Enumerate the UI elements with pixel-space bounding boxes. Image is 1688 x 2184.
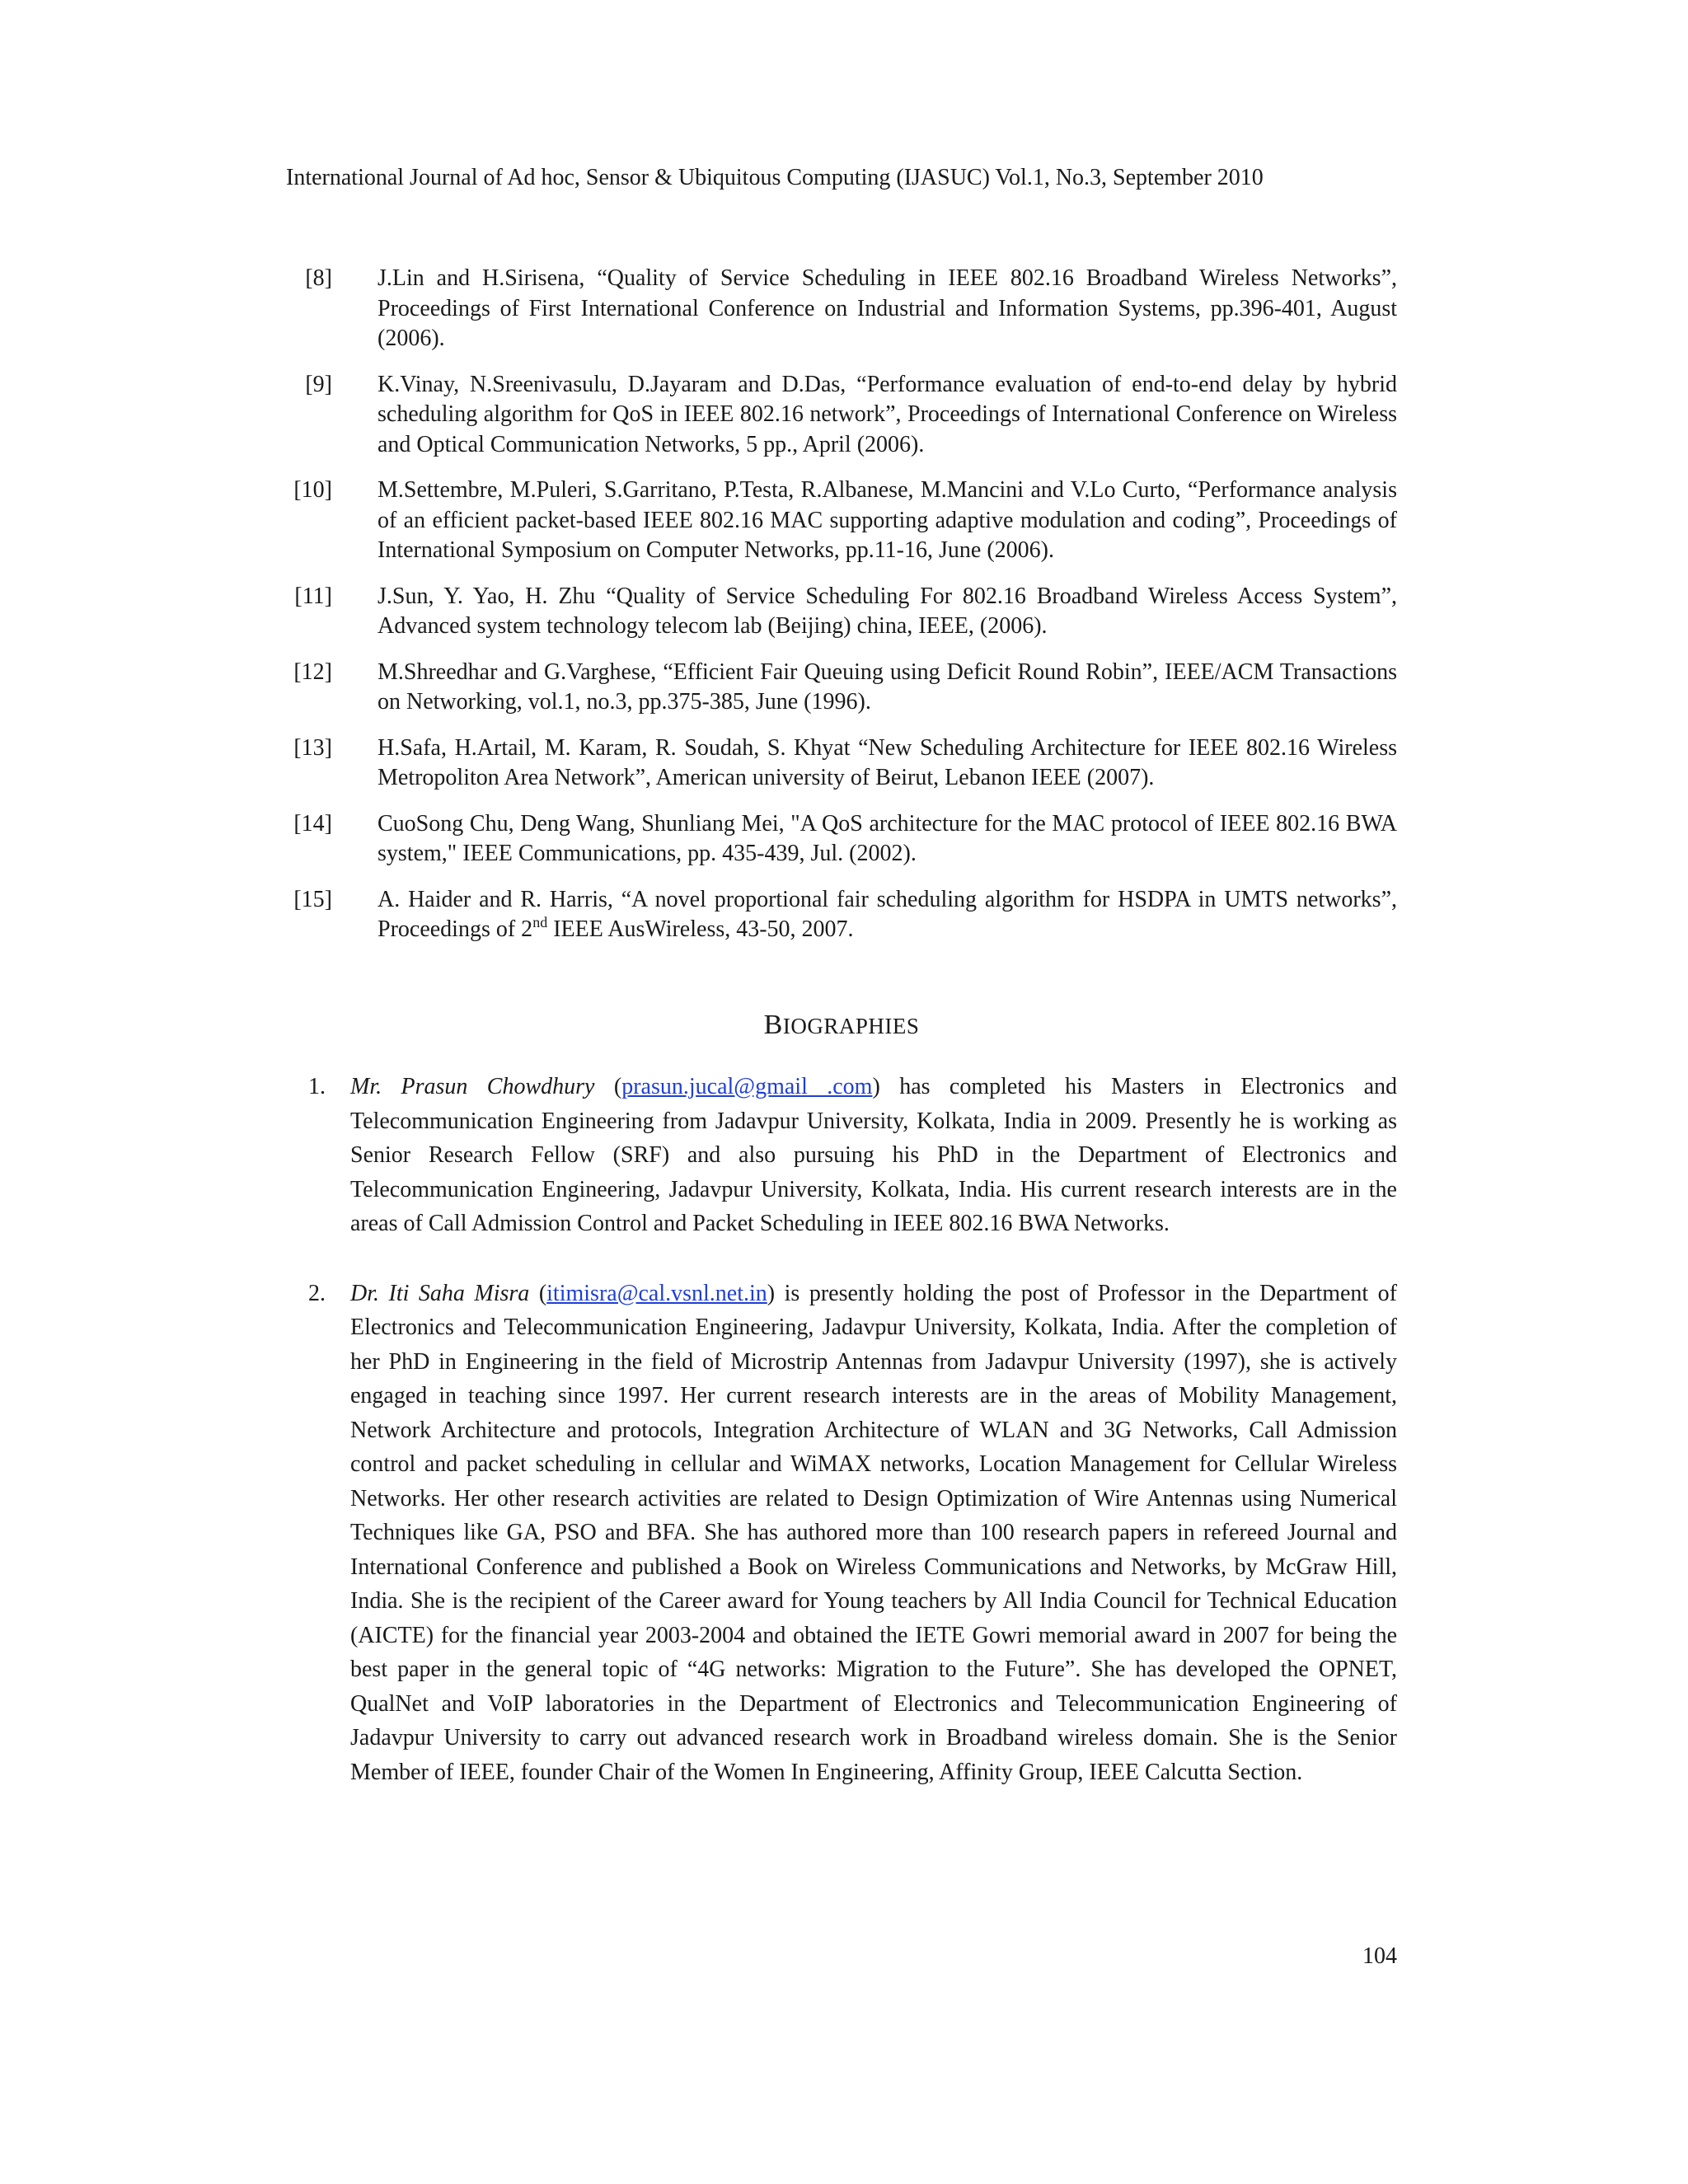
biography-body: is presently holding the post of Professor in the Department of Electronics and Telecommunication Engineering, Jadavpur University, Kolkata, India. After the completion of her PhD in Engineering in the field of Microstrip Antennas from Jadavpur University (1997), she is actively engaged in teaching since 1997. Her current research interests are in the areas of Mobility Management, Network Architecture and protocols, Integration Architecture of WLAN and 3G Networks, Call Admission control and packet scheduling in cellular and WiMAX networks, Location Management for Cellular Wireless Networks. Her other research activities are related to Design Optimization of Wire Antennas using Numerical Techniques like GA, PSO and BFA. She has authored more than 100 research papers in refereed Journal and International Conference and published a Book on Wireless Communications and Networks, by McGraw Hill, India. She is the recipient of the Career award for Young teachers by All India Council for Technical Education (AICTE) for the financial year 2003-2004 and obtained the IETE Gowri memorial award in 2007 for being the best paper in the general topic of “4G networks: Migration to the Future”. She has developed the OPNET, QualNet and VoIP laboratories in the Department of Electronics and Telecommunication Engineering of Jadavpur University to carry out advanced research work in Broadband wireless domain. She is the Senior Member of IEEE, founder Chair of the Women In Engineering, Affinity Group, IEEE Calcutta Section. — [350, 1280, 1398, 1785]
reference-text: K.Vinay, N.Sreenivasulu, D.Jayaram and D.Das, “Performance evaluation of end-to-end delay by hybrid scheduling algorithm for QoS in IEEE 802.16 network”, Proceedings of International Conference on Wireless and Optical Communication Networks, 5 pp., April (2006). — [377, 371, 1397, 457]
author-email-link[interactable]: prasun.jucal@gmail .com — [621, 1074, 873, 1099]
biography-item — [286, 1277, 1397, 1790]
reference-number: [14] — [293, 810, 332, 837]
reference-text: M.Shreedhar and G.Varghese, “Efficient Fair Queuing using Deficit Round Robin”, IEEE/ACM Transactions on Networking, vol.1, no.3, pp.375-385, June (1996). — [377, 658, 1397, 715]
reference-text: M.Settembre, M.Puleri, S.Garritano, P.Testa, R.Albanese, M.Mancini and V.Lo Curto, “Performance analysis of an efficient packet-based IEEE 802.16 MAC supporting adaptive modulation and coding”, Proceedings of International Symposium on Computer Networks, pp.11-16, June (2006). — [377, 477, 1397, 563]
page-number: 104 — [1362, 1943, 1397, 1969]
running-header: International Journal of Ad hoc, Sensor & Ubiquitous Computing (IJASUC) Vol.1, No.3, September 2010 — [286, 165, 1264, 190]
reference-item — [286, 264, 1397, 354]
biography-item — [286, 1070, 1397, 1241]
reference-item — [286, 658, 1397, 718]
reference-number: [9] — [305, 371, 332, 397]
biography-text: Mr. Prasun Chowdhury (prasun.jucal@gmail .com) has completed his Masters in Electronics and Telecommunication Engineering from Jadavpur University, Kolkata, India in 2009. Presently he is working as Senior Research Fellow (SRF) and also pursuing his PhD in the Department of Electronics and Telecommunication Engineering, Jadavpur University, Kolkata, India. His current research interests are in the areas of Call Admission Control and Packet Scheduling in IEEE 802.16 BWA Networks. — [350, 1074, 1398, 1236]
reference-text-part: A. Haider and R. Harris, “A novel proportional fair scheduling algorithm for HSDPA in UMTS networks”, Proceedings of 2 — [377, 886, 1397, 942]
biographies-heading — [286, 1007, 1397, 1044]
biography-list — [286, 1070, 1397, 1825]
reference-list — [286, 264, 1397, 961]
reference-text-part: IEEE AusWireless, 43-50, 2007. — [547, 916, 854, 942]
reference-number: [13] — [293, 734, 332, 761]
reference-number: [8] — [305, 265, 332, 291]
reference-text: CuoSong Chu, Deng Wang, Shunliang Mei, "A QoS architecture for the MAC protocol of IEEE 802.16 BWA system," IEEE Communications, pp. 435-439, Jul. (2002). — [377, 810, 1397, 866]
biography-text: Dr. Iti Saha Misra (itimisra@cal.vsnl.net.in) is presently holding the post of Professor in the Department of Electronics and Telecommunication Engineering, Jadavpur University, Kolkata, India. After the completion of her PhD in Engineering in the field of Microstrip Antennas from Jadavpur University (1997), she is actively engaged in teaching since 1997. Her current research interests are in the areas of Mobility Management, Network Architecture and protocols, Integration Architecture of WLAN and 3G Networks, Call Admission control and packet scheduling in cellular and WiMAX networks, Location Management for Cellular Wireless Networks. Her other research activities are related to Design Optimization of Wire Antennas using Numerical Techniques like GA, PSO and BFA. She has authored more than 100 research papers in refereed Journal and International Conference and published a Book on Wireless Communications and Networks, by McGraw Hill, India. She is the recipient of the Career award for Young teachers by All India Council for Technical Education (AICTE) for the financial year 2003-2004 and obtained the IETE Gowri memorial award in 2007 for being the best paper in the general topic of “4G networks: Migration to the Future”. She has developed the OPNET, QualNet and VoIP laboratories in the Department of Electronics and Telecommunication Engineering of Jadavpur University to carry out advanced research work in Broadband wireless domain. She is the Senior Member of IEEE, founder Chair of the Women In Engineering, Affinity Group, IEEE Calcutta Section. — [350, 1280, 1398, 1785]
biography-number: 2. — [308, 1280, 326, 1306]
author-email-link[interactable]: itimisra@cal.vsnl.net.in — [546, 1280, 767, 1306]
reference-number: [10] — [293, 477, 332, 503]
reference-number: [15] — [293, 886, 332, 912]
biography-number: 1. — [308, 1074, 326, 1099]
reference-text: J.Sun, Y. Yao, H. Zhu “Quality of Service Scheduling For 802.16 Broadband Wireless Access System”, Advanced system technology telecom lab (Beijing) china, IEEE, (2006). — [377, 583, 1397, 639]
heading-small-caps: IOGRAPHIES — [782, 1014, 920, 1038]
reference-number: [12] — [293, 658, 332, 685]
reference-text: H.Safa, H.Artail, M. Karam, R. Soudah, S. Khyat “New Scheduling Architecture for IEEE 802.16 Wireless Metropoliton Area Network”, American university of Beirut, Lebanon IEEE (2007). — [377, 734, 1397, 790]
reference-text: J.Lin and H.Sirisena, “Quality of Service Scheduling in IEEE 802.16 Broadband Wireless Networks”, Proceedings of First International Conference on Industrial and Information Systems, pp.396-401, August (2006). — [377, 265, 1397, 351]
reference-item — [286, 809, 1397, 869]
reference-text — [377, 885, 1397, 945]
heading-initial: B — [763, 1010, 783, 1040]
biography-body: has completed his Masters in Electronics and Telecommunication Engineering from Jadavpur University, Kolkata, India in 2009. Presently he is working as Senior Research Fellow (SRF) and also pursuing his PhD in the Department of Electronics and Telecommunication Engineering, Jadavpur University, Kolkata, India. His current research interests are in the areas of Call Admission Control and Packet Scheduling in IEEE 802.16 BWA Networks. — [350, 1074, 1398, 1236]
reference-item — [286, 476, 1397, 566]
ordinal-superscript: nd — [532, 914, 548, 930]
reference-item — [286, 733, 1397, 794]
reference-number: [11] — [294, 583, 332, 609]
reference-item — [286, 885, 1397, 945]
reference-item — [286, 582, 1397, 642]
reference-item — [286, 370, 1397, 461]
author-name: Dr. Iti Saha Misra — [350, 1280, 530, 1306]
author-name: Mr. Prasun Chowdhury — [350, 1074, 595, 1099]
